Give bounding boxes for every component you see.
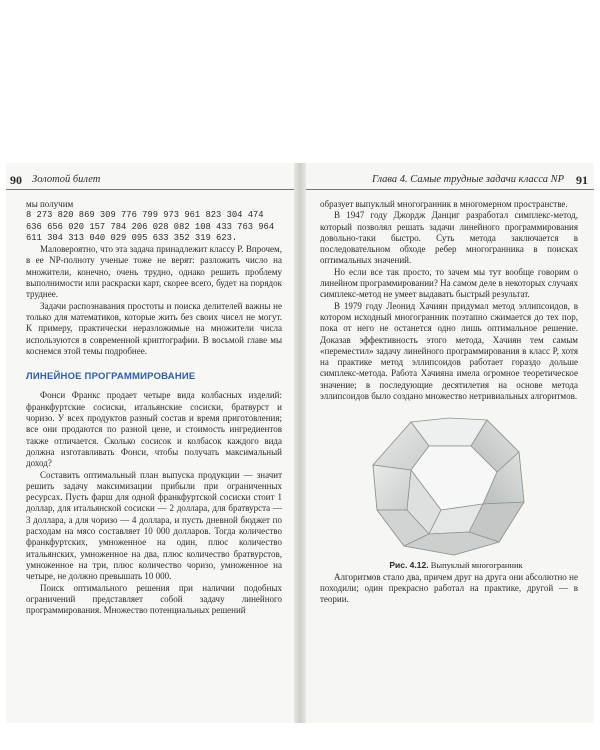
paragraph: В 1979 году Леонид Хачиян придумал метод эллипсоидов, в котором исходный многогранник поэтапно сжимается до тех пор, пока от него не останется одно лишь оптимальное решение. Доказав эффективность этого метода, Хачиян тем самым «переместил» задачу линейного программирования в класс P, хотя на практике метод эллипсоидов работает гораздо дольше симплекс-метода. Работа Хачияна имела огромное теоретическое значение; в последующие десятилетия на основе метода эллипсоидов было создано множество нетривиальных алгоритмов. <box>320 300 578 402</box>
left-page-body <box>26 199 282 616</box>
paragraph: мы получим <box>26 199 74 209</box>
right-page-body <box>320 199 578 606</box>
left-page-header <box>6 173 294 187</box>
book-gutter <box>294 163 306 723</box>
long-number: 8 273 820 869 309 776 799 973 961 823 304 474 636 656 020 157 784 206 028 082 108 433 763 964 611 304 313 040 029 095 633 352 319 623. <box>26 210 275 243</box>
section-heading: ЛИНЕЙНОЕ ПРОГРАММИРОВАНИЕ <box>26 371 196 383</box>
right-running-head: Глава 4. Самые трудные задачи класса NP <box>372 174 564 185</box>
paragraph: В 1947 году Джордж Данциг разработал симплекс-метод, который позволял решать задачи линейного программирования довольно-таки быстро. Суть метода заключается в последовательном обходе ребер многогранника в поисках оптимальных значений. <box>320 210 578 266</box>
convex-polyhedron-image <box>359 410 539 560</box>
figure-caption-text: Выпуклый многогранник <box>430 560 523 571</box>
paragraph: Фонси Франкс продает четыре вида колбасных изделий: франкфуртские сосиски, итальянские сосиски, братвурст и чоризо. У всех продуктов разный состав и время приготовления; все они продаются по разной цене, и стоимость ингредиентов также отличается. Сколько сосисок и колбасок каждого вида должна изготавливать Фонси, чтобы получать максимальный доход? <box>26 390 282 469</box>
polyhedron-figure <box>359 410 539 560</box>
paragraph: Но если все так просто, то зачем мы тут вообще говорим о линейном программировании? На самом деле в некоторых случаях симплекс-метод не умеет выдавать быстрый результат. <box>320 266 578 300</box>
left-running-head: Золотой билет <box>32 174 101 185</box>
right-page-number: 91 <box>576 173 588 187</box>
left-page <box>6 163 294 723</box>
paragraph: Составить оптимальный план выпуска продукции — значит решить задачу максимизации прибыли при ограниченных ресурсах. Пусть фарш для одной франкфуртской сосиски стоит 1 доллар, для итальянской сосиски — 2 доллара, для братвурста — 3 доллара, а для чоризо — 4 доллара, и пусть дневной бюджет по расходам на мясо составляет 10 000 долларов. Тогда количество франкфуртских, умноженное на один, плюс количество итальянских, умноженное на два, плюс количество братвурстов, умноженное на три, плюс количество чоризо, умноженное на четыре, не должно превышать 10 000. <box>26 469 282 582</box>
right-page <box>306 163 594 723</box>
paragraph: Задачи распознавания простоты и поиска делителей важны не только для математиков, которые жить без своих чисел не могут. К примеру, практически неразложимые на множители числа используются в современной криптографии. В восьмой главе мы коснемся этой темы подробнее. <box>26 300 282 356</box>
right-page-header <box>306 173 594 187</box>
header-rule <box>306 189 594 190</box>
paragraph: Маловероятно, что эта задача принадлежит классу P. Впрочем, в ее NP-полноту ученые тоже не верят: разложить число на множители, конечно, очень трудно, однако решить проблему выполнимости или раскраски карт, скорее всего, будет на порядок труднее. <box>26 244 282 300</box>
paragraph: Поиск оптимального решения при наличии подобных ограничений представляет собой задачу линейного программирования. Множество потенциальных решений <box>26 582 282 616</box>
header-rule <box>6 189 294 190</box>
figure-caption <box>320 560 578 571</box>
figure-label: Рис. 4.12. <box>389 560 429 571</box>
paragraph: Алгоритмов стало два, причем друг на друга они абсолютно не походили; один прекрасно работал на практике, другой — в теории. <box>320 571 578 605</box>
left-page-number: 90 <box>10 173 22 187</box>
paragraph: образует выпуклый многогранник в многомерном пространстве. <box>320 199 568 209</box>
